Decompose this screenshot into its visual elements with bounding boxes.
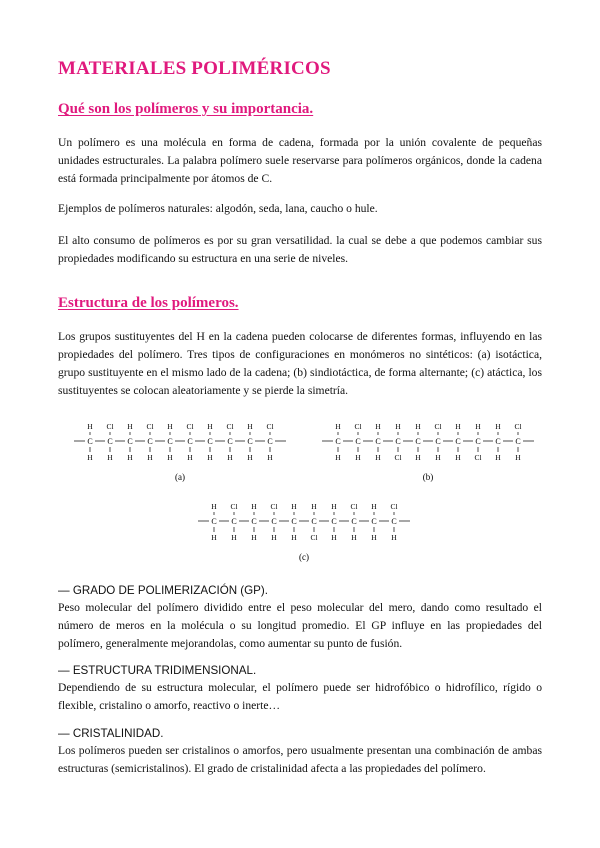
carbon-atom: C [207,437,213,446]
chlorine-atom: Cl [186,422,194,431]
carbon-atom: C [395,437,401,446]
hydrogen-atom: H [207,453,213,462]
figure-label: (c) [299,552,309,562]
item-heading-3d-structure: — ESTRUCTURA TRIDIMENSIONAL. [58,664,257,677]
page-title: MATERIALES POLIMÉRICOS [58,58,331,79]
item-text-crystallinity: Los polímeros pueden ser cristalinos o amorfos, pero usualmente presentan una combinación de ambas estructuras (semicristalinos). El grado de cristalinidad afecta a las propiedades del polímero. [58,744,542,775]
carbon-atom: C [331,517,337,526]
hydrogen-atom: H [251,533,257,542]
hydrogen-atom: H [391,533,397,542]
carbon-atom: C [355,437,361,446]
carbon-atom: C [371,517,377,526]
carbon-atom: C [267,437,273,446]
chlorine-atom: Cl [146,422,154,431]
hydrogen-atom: H [335,422,341,431]
item-text-polymerization-degree: Peso molecular del polímero dividido entre el peso molecular del mero, dando como resultado el número de meros en la molécula o su longitud promedio. El GP influye en las propiedades del polímero, generalmente mejorandolas, como aumentar su punto de fusión. [58,601,542,650]
hydrogen-atom: H [87,453,93,462]
figure-isotactic [70,414,290,486]
hydrogen-atom: H [375,453,381,462]
carbon-atom: C [435,437,441,446]
figure-syndiotactic [318,414,538,486]
carbon-atom: C [227,437,233,446]
hydrogen-atom: H [207,422,213,431]
hydrogen-atom: H [335,453,341,462]
figure-atactic [194,494,414,566]
hydrogen-atom: H [291,502,297,511]
chlorine-atom: Cl [394,453,402,462]
carbon-atom: C [87,437,93,446]
carbon-atom: C [475,437,481,446]
chlorine-atom: Cl [474,453,482,462]
carbon-atom: C [167,437,173,446]
hydrogen-atom: H [211,533,217,542]
hydrogen-atom: H [187,453,193,462]
carbon-atom: C [311,517,317,526]
hydrogen-atom: H [351,533,357,542]
carbon-atom: C [251,517,257,526]
hydrogen-atom: H [455,453,461,462]
hydrogen-atom: H [371,502,377,511]
chlorine-atom: Cl [390,502,398,511]
hydrogen-atom: H [127,422,133,431]
hydrogen-atom: H [107,453,113,462]
hydrogen-atom: H [271,533,277,542]
hydrogen-atom: H [127,453,133,462]
hydrogen-atom: H [415,422,421,431]
hydrogen-atom: H [355,453,361,462]
hydrogen-atom: H [435,453,441,462]
carbon-atom: C [271,517,277,526]
hydrogen-atom: H [375,422,381,431]
chlorine-atom: Cl [354,422,362,431]
hydrogen-atom: H [331,533,337,542]
chlorine-atom: Cl [434,422,442,431]
paragraph-examples: Ejemplos de polímeros naturales: algodón, seda, lana, caucho o hule. [58,202,378,215]
figure-label: (b) [422,472,434,482]
hydrogen-atom: H [267,453,273,462]
carbon-atom: C [415,437,421,446]
carbon-atom: C [455,437,461,446]
carbon-atom: C [351,517,357,526]
carbon-atom: C [391,517,397,526]
carbon-atom: C [515,437,521,446]
item-heading-crystallinity: — CRISTALINIDAD. [58,727,164,740]
hydrogen-atom: H [515,453,521,462]
chlorine-atom: Cl [230,502,238,511]
paragraph-definition: Un polímero es una molécula en forma de cadena, formada por la unión covalente de pequeñas unidades estructurales. La palabra polímero suele reservarse para polímeros orgánicos, donde la cadena está formada principalmente por átomos de C. [58,136,542,185]
chlorine-atom: Cl [266,422,274,431]
section-heading-what-are-polymers: Qué son los polímeros y su importancia. [58,101,314,117]
hydrogen-atom: H [247,422,253,431]
carbon-atom: C [211,517,217,526]
hydrogen-atom: H [395,422,401,431]
hydrogen-atom: H [371,533,377,542]
hydrogen-atom: H [167,453,173,462]
hydrogen-atom: H [227,453,233,462]
chlorine-atom: Cl [514,422,522,431]
hydrogen-atom: H [87,422,93,431]
carbon-atom: C [375,437,381,446]
carbon-atom: C [147,437,153,446]
hydrogen-atom: H [291,533,297,542]
chlorine-atom: Cl [106,422,114,431]
hydrogen-atom: H [147,453,153,462]
hydrogen-atom: H [495,422,501,431]
section-heading-structure: Estructura de los polímeros. [58,295,239,311]
chlorine-atom: Cl [350,502,358,511]
carbon-atom: C [291,517,297,526]
hydrogen-atom: H [211,502,217,511]
paragraph-configurations: Los grupos sustituyentes del H en la cadena pueden colocarse de diferentes formas, influyendo en las propiedades del polímero. Tres tipos de configuraciones en monómeros no sintéticos: (a) isotáctica, grupo sustituyente en el mismo lado de la cadena; (b) sindiotáctica, de forma alternante; (c) atáctica, los sustituyentes se colocan aleatoriamente y se pierde la simetría. [58,330,542,397]
hydrogen-atom: H [455,422,461,431]
paragraph-versatility: El alto consumo de polímeros es por su gran versatilidad. la cual se debe a que podemos cambiar sus propiedades modificando su estructura en una serie de niveles. [58,234,542,265]
hydrogen-atom: H [231,533,237,542]
hydrogen-atom: H [311,502,317,511]
hydrogen-atom: H [495,453,501,462]
carbon-atom: C [127,437,133,446]
carbon-atom: C [335,437,341,446]
hydrogen-atom: H [247,453,253,462]
hydrogen-atom: H [415,453,421,462]
chlorine-atom: Cl [310,533,318,542]
carbon-atom: C [495,437,501,446]
item-text-3d-structure: Dependiendo de su estructura molecular, el polímero puede ser hidrofóbico o hidrofílico, rígido o flexible, cristalino o amorfo, reactivo o inerte… [58,681,542,712]
hydrogen-atom: H [251,502,257,511]
carbon-atom: C [231,517,237,526]
hydrogen-atom: H [167,422,173,431]
carbon-atom: C [247,437,253,446]
item-heading-polymerization-degree: — GRADO DE POLIMERIZACIÓN (GP). [58,584,268,597]
figure-label: (a) [175,472,185,482]
chlorine-atom: Cl [270,502,278,511]
carbon-atom: C [187,437,193,446]
carbon-atom: C [107,437,113,446]
chlorine-atom: Cl [226,422,234,431]
hydrogen-atom: H [331,502,337,511]
hydrogen-atom: H [475,422,481,431]
